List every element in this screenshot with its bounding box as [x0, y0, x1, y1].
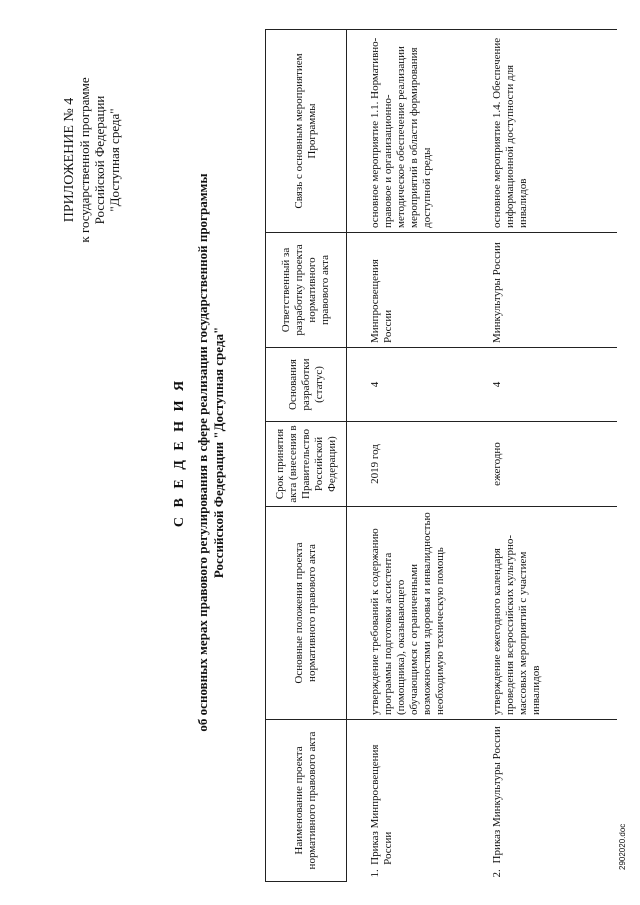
- act-name-cell: [475, 720, 617, 882]
- responsible-cell: Минпросвещения России: [347, 233, 476, 348]
- basis-cell: 4: [475, 348, 617, 422]
- appendix-title: ПРИЛОЖЕНИЕ № 4: [62, 97, 77, 223]
- column-header: Ответственный за разработку проекта нормативного правового акта: [266, 233, 347, 348]
- column-header: Связь с основным мероприятием Программы: [266, 30, 347, 233]
- measures-table: [265, 29, 617, 882]
- act-name: Приказ Минпросвещения России: [369, 744, 394, 865]
- column-header: Наименование проекта нормативного правового акта: [266, 720, 347, 882]
- appendix-block: [62, 70, 122, 250]
- basis-cell: 4: [347, 348, 476, 422]
- appendix-line: к государственной программе: [77, 77, 92, 243]
- table-header-row: [266, 30, 347, 882]
- program-link-cell: основное мероприятие 1.4. Обеспечение информационной доступности для инвалидов: [475, 30, 617, 233]
- file-name-footer: 2902020.doc: [618, 823, 627, 870]
- document-subtitle: Российской Федерации "Доступная среда": [211, 326, 226, 579]
- table-row: [475, 30, 617, 882]
- column-header: Основания разработки (статус): [266, 348, 347, 422]
- row-number: 1.: [369, 869, 381, 878]
- act-name: Приказ Минкультуры России: [491, 726, 503, 864]
- document-title: С В Е Д Е Н И Я: [172, 377, 187, 528]
- provisions-cell: утверждение ежегодного календаря проведения всероссийских культурно-массовых мероприятий с участием инвалидов: [475, 507, 617, 720]
- document-subtitle: об основных мерах правового регулирования в сфере реализации государственной программы: [195, 173, 210, 732]
- appendix-line: Российской Федерации: [92, 95, 107, 225]
- deadline-cell: 2019 год: [347, 422, 476, 507]
- responsible-cell: Минкультуры России: [475, 233, 617, 348]
- act-name-cell: [347, 720, 475, 882]
- table-row: [347, 30, 476, 882]
- column-header: Срок принятия акта (внесения в Правительство Российской Федерации): [266, 422, 347, 507]
- program-link-cell: основное мероприятие 1.1. Нормативно-правовое и организационно-методическое обеспечение реализации мероприятий в области формирования доступной среды: [347, 30, 476, 233]
- column-header: Основные положения проекта нормативного правового акта: [266, 507, 347, 720]
- provisions-cell: утверждение требований к содержанию программы подготовки ассистента (помощника), оказывающего обучающимся с ограниченными возможностями здоровья и инвалидностью необходимую техническую помощь: [347, 507, 476, 720]
- appendix-line: "Доступная среда": [107, 108, 122, 212]
- row-number: 2.: [491, 869, 503, 878]
- deadline-cell: ежегодно: [475, 422, 617, 507]
